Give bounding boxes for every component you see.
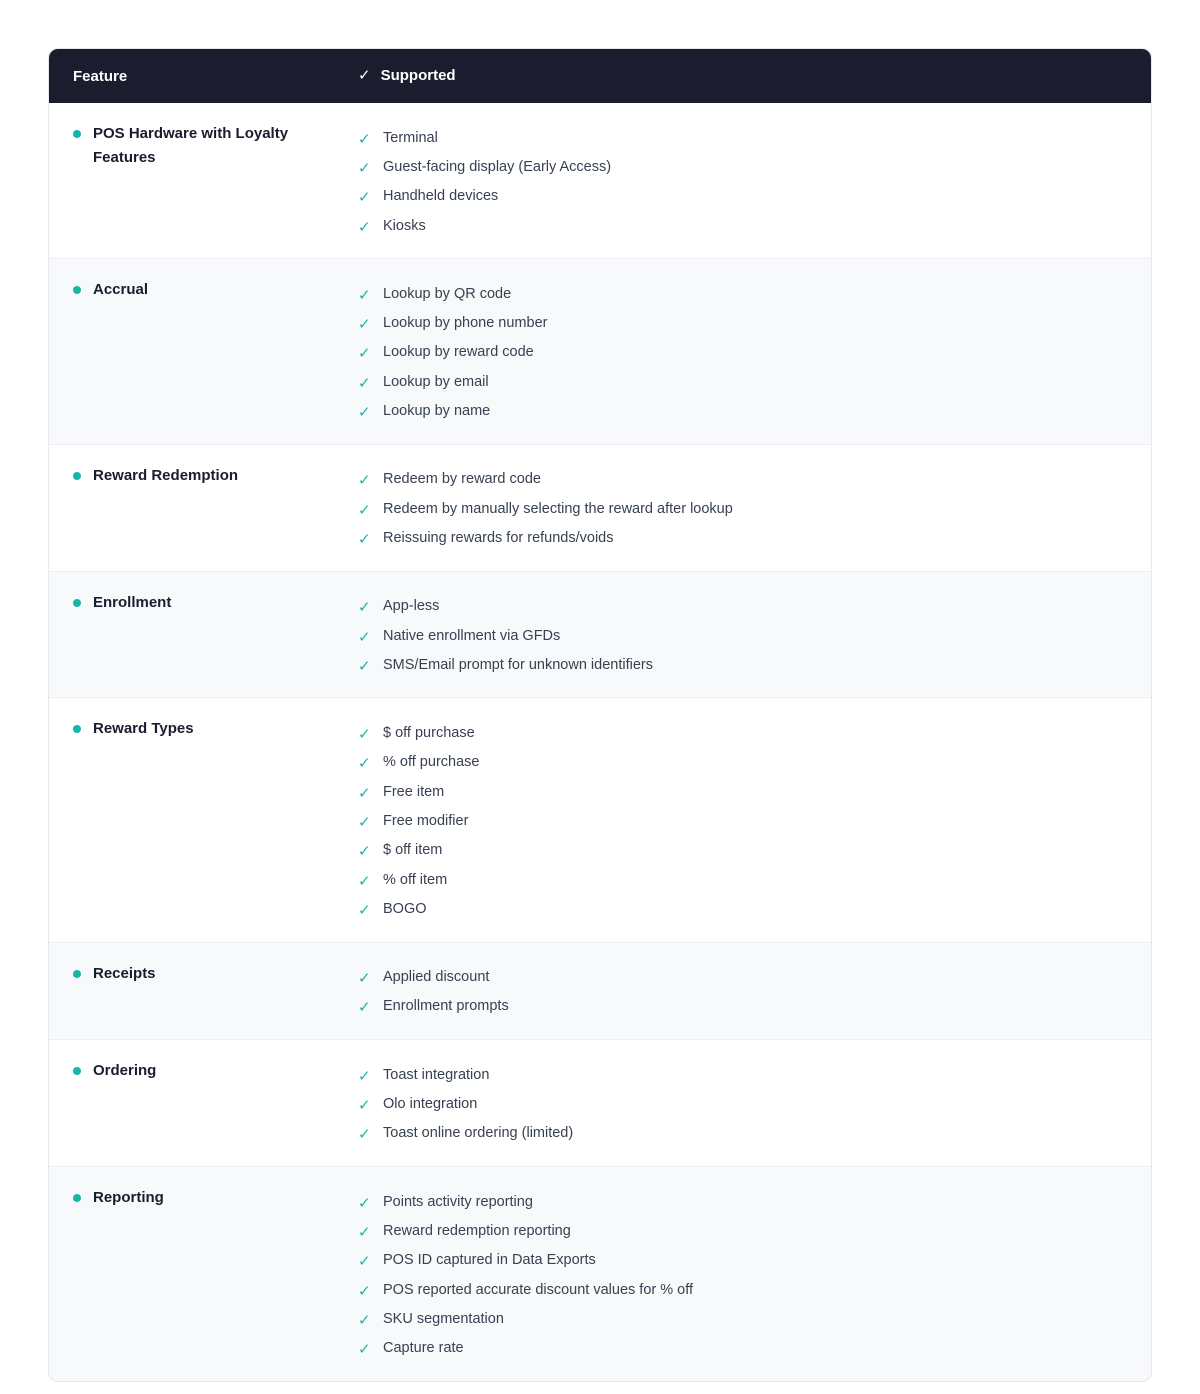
table-header xyxy=(49,49,1151,103)
supported-item-label: $ off item xyxy=(383,842,443,859)
supported-item-label: BOGO xyxy=(383,900,427,917)
supported-item-label: Capture rate xyxy=(383,1340,464,1357)
supported-item-label: Lookup by email xyxy=(383,373,489,390)
checkmark-icon: ✓ xyxy=(358,657,371,675)
checkmark-icon: ✓ xyxy=(358,189,371,207)
supported-item-label: Redeem by manually selecting the reward after lookup xyxy=(383,500,733,517)
supported-item xyxy=(358,992,509,1021)
supported-list xyxy=(358,718,479,923)
supported-item xyxy=(358,894,479,923)
table-row xyxy=(49,942,1151,1040)
supported-list xyxy=(358,592,653,680)
table-row xyxy=(49,444,1151,571)
supported-item-label: Free item xyxy=(383,783,445,800)
supported-item-label: $ off purchase xyxy=(383,725,475,742)
feature-support-table xyxy=(48,48,1152,1382)
supported-item xyxy=(358,494,733,523)
supported-item xyxy=(358,836,479,865)
checkmark-icon: ✓ xyxy=(358,1126,371,1144)
supported-list xyxy=(358,1187,693,1363)
table-row xyxy=(49,1166,1151,1381)
table-row xyxy=(49,103,1151,258)
checkmark-icon: ✓ xyxy=(358,1067,371,1085)
checkmark-icon: ✓ xyxy=(358,316,371,334)
checkmark-icon: ✓ xyxy=(358,530,371,548)
supported-item xyxy=(358,308,547,337)
supported-item-label: Lookup by reward code xyxy=(383,344,534,361)
feature-cell xyxy=(49,123,358,240)
supported-item xyxy=(358,1060,573,1089)
checkmark-icon: ✓ xyxy=(358,901,371,919)
supported-item-label: Toast online ordering (limited) xyxy=(383,1125,574,1142)
supported-item xyxy=(358,182,611,211)
supported-item xyxy=(358,1216,693,1245)
supported-item-label: % off purchase xyxy=(383,754,480,771)
feature-cell xyxy=(49,1060,358,1148)
checkmark-icon: ✓ xyxy=(358,843,371,861)
supported-item-label: SMS/Email prompt for unknown identifiers xyxy=(383,656,653,673)
supported-item xyxy=(358,1275,693,1304)
checkmark-icon: ✓ xyxy=(358,755,371,773)
supported-item-label: Reissuing rewards for refunds/voids xyxy=(383,529,614,546)
feature-cell xyxy=(49,465,358,553)
feature-name: Receipts xyxy=(93,964,156,982)
feature-name: Reward Redemption xyxy=(93,466,239,484)
supported-item xyxy=(358,865,479,894)
bullet-dot-icon xyxy=(73,1067,81,1075)
checkmark-icon: ✓ xyxy=(358,1253,371,1271)
supported-item-label: Handheld devices xyxy=(383,188,499,205)
table-row xyxy=(49,571,1151,698)
supported-item-label: Redeem by reward code xyxy=(383,471,541,488)
bullet-dot-icon xyxy=(73,286,81,294)
supported-item-label: Native enrollment via GFDs xyxy=(383,627,561,644)
feature-name: Enrollment xyxy=(93,593,172,611)
feature-name: Accrual xyxy=(93,281,149,299)
supported-item-label: % off item xyxy=(383,871,448,888)
checkmark-icon: ✓ xyxy=(358,159,371,177)
checkmark-icon: ✓ xyxy=(358,501,371,519)
feature-cell xyxy=(49,1187,358,1363)
checkmark-icon: ✓ xyxy=(358,130,371,148)
supported-item xyxy=(358,1334,693,1363)
checkmark-icon: ✓ xyxy=(358,726,371,744)
checkmark-icon: ✓ xyxy=(358,784,371,802)
checkmark-icon: ✓ xyxy=(358,472,371,490)
feature-name: Ordering xyxy=(93,1062,157,1080)
supported-item xyxy=(358,523,733,552)
checkmark-icon: ✓ xyxy=(358,286,371,304)
checkmark-icon: ✓ xyxy=(358,374,371,392)
checkmark-icon: ✓ xyxy=(358,1223,371,1241)
supported-list xyxy=(358,465,733,553)
bullet-dot-icon xyxy=(73,472,81,480)
supported-item-label: Lookup by QR code xyxy=(383,285,512,302)
feature-name: POS Hardware with Loyalty Features xyxy=(93,125,289,166)
supported-item xyxy=(358,748,479,777)
feature-cell xyxy=(49,592,358,680)
supported-item xyxy=(358,963,509,992)
supported-item-label: POS reported accurate discount values for % off xyxy=(383,1281,694,1298)
table-row xyxy=(49,1039,1151,1166)
supported-list xyxy=(358,123,611,240)
table-body xyxy=(49,103,1151,1381)
supported-item-label: Kiosks xyxy=(383,217,426,234)
checkmark-icon: ✓ xyxy=(358,970,371,988)
bullet-dot-icon xyxy=(73,130,81,138)
checkmark-icon: ✓ xyxy=(358,628,371,646)
supported-item xyxy=(358,1304,693,1333)
supported-list xyxy=(358,279,547,425)
table-row xyxy=(49,258,1151,443)
supported-item xyxy=(358,367,547,396)
table-row xyxy=(49,697,1151,941)
checkmark-icon: ✓ xyxy=(358,872,371,890)
supported-list xyxy=(358,963,509,1022)
supported-item-label: Points activity reporting xyxy=(383,1193,533,1210)
feature-cell xyxy=(49,279,358,425)
supported-item-label: Enrollment prompts xyxy=(383,998,509,1015)
supported-item xyxy=(358,650,653,679)
supported-item-label: Applied discount xyxy=(383,969,490,986)
supported-item xyxy=(358,1187,693,1216)
bullet-dot-icon xyxy=(73,725,81,733)
supported-item xyxy=(358,777,479,806)
feature-cell xyxy=(49,963,358,1022)
supported-item xyxy=(358,211,611,240)
checkmark-icon: ✓ xyxy=(358,345,371,363)
checkmark-icon: ✓ xyxy=(358,1311,371,1329)
supported-item-label: Guest-facing display (Early Access) xyxy=(383,158,612,175)
supported-item xyxy=(358,806,479,835)
supported-item-label: SKU segmentation xyxy=(383,1310,504,1327)
checkmark-icon: ✓ xyxy=(358,1194,371,1212)
checkmark-icon: ✓ xyxy=(358,1341,371,1359)
supported-item xyxy=(358,338,547,367)
supported-item xyxy=(358,1119,573,1148)
bullet-dot-icon xyxy=(73,970,81,978)
supported-item-label: Toast integration xyxy=(383,1066,490,1083)
supported-item xyxy=(358,621,653,650)
supported-item xyxy=(358,396,547,425)
supported-item xyxy=(358,1246,693,1275)
feature-cell xyxy=(49,718,358,923)
checkmark-icon: ✓ xyxy=(358,1282,371,1300)
supported-item xyxy=(358,592,653,621)
checkmark-icon: ✓ xyxy=(358,218,371,236)
supported-item-label: Olo integration xyxy=(383,1096,478,1113)
supported-item-label: Reward redemption reporting xyxy=(383,1222,571,1239)
supported-item-label: Terminal xyxy=(383,129,438,146)
supported-item-label: POS ID captured in Data Exports xyxy=(383,1252,596,1269)
supported-item xyxy=(358,718,479,747)
checkmark-icon: ✓ xyxy=(358,1097,371,1115)
supported-item-label: Lookup by phone number xyxy=(383,315,548,332)
supported-item xyxy=(358,279,547,308)
bullet-dot-icon xyxy=(73,599,81,607)
checkmark-icon: ✓ xyxy=(358,813,371,831)
supported-item xyxy=(358,1089,573,1118)
supported-item xyxy=(358,123,611,152)
checkmark-icon: ✓ xyxy=(358,67,371,84)
supported-item-label: App-less xyxy=(383,598,440,615)
supported-item xyxy=(358,152,611,181)
checkmark-icon: ✓ xyxy=(358,404,371,422)
supported-list xyxy=(358,1060,573,1148)
feature-name: Reporting xyxy=(93,1189,164,1207)
supported-item-label: Free modifier xyxy=(383,812,469,829)
bullet-dot-icon xyxy=(73,1194,81,1202)
checkmark-icon: ✓ xyxy=(358,999,371,1017)
supported-item-label: Lookup by name xyxy=(383,403,491,420)
supported-column-header xyxy=(358,66,456,84)
supported-item xyxy=(358,465,733,494)
feature-column-header: Feature xyxy=(73,67,128,85)
checkmark-icon: ✓ xyxy=(358,599,371,617)
supported-column-label: Supported xyxy=(380,66,456,84)
feature-name: Reward Types xyxy=(93,720,194,738)
